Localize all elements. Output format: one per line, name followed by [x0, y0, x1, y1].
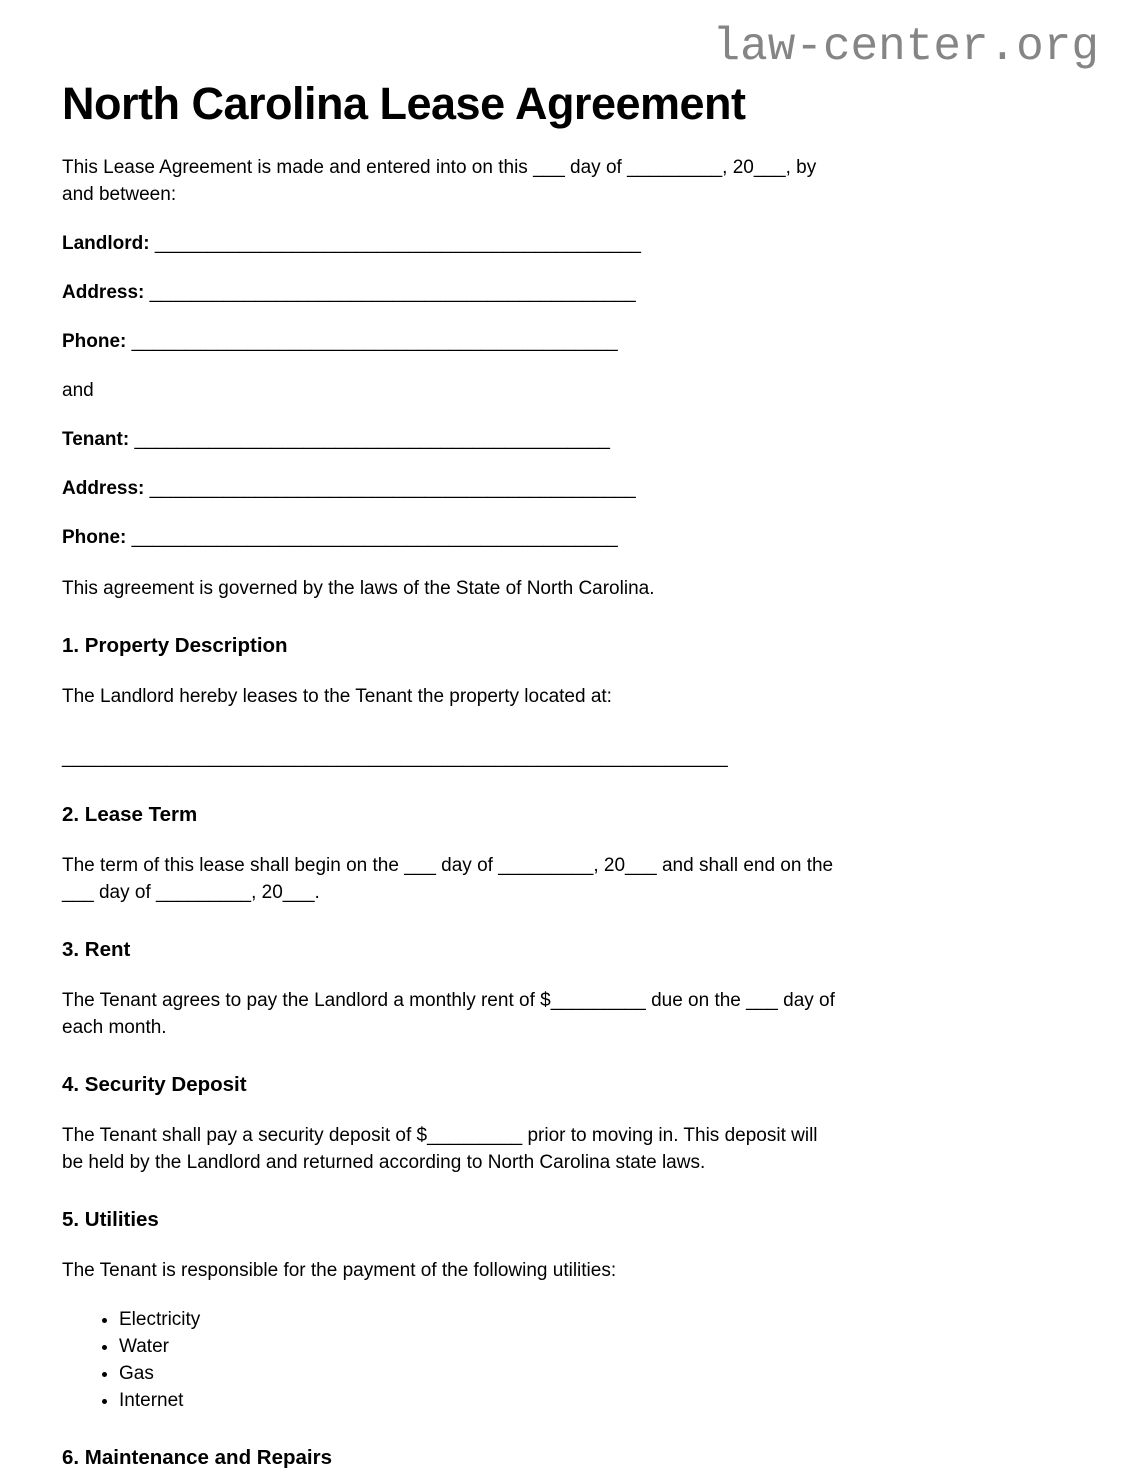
text-line: ___ day of _________, 20___. [62, 882, 320, 903]
tenant-name-label: Tenant: [62, 429, 130, 450]
text-line: This Lease Agreement is made and entered into on this ___ day of _________, 20___, by [62, 157, 817, 178]
text-line: and between: [62, 184, 177, 205]
security-deposit-paragraph [62, 1122, 1071, 1176]
text-line: The Tenant agrees to pay the Landlord a monthly rent of $_________ due on the ___ day of [62, 990, 835, 1011]
text-line: be held by the Landlord and returned according to North Carolina state laws. [62, 1152, 706, 1173]
tenant-phone-label: Phone: [62, 527, 127, 548]
rent-paragraph [62, 987, 1071, 1041]
landlord-phone-blank: ______________________________________________ [131, 331, 618, 352]
parties-connector-text: and [62, 380, 94, 401]
tenant-address-blank: ______________________________________________ [149, 478, 636, 499]
landlord-address-label: Address: [62, 282, 145, 303]
section-heading-lease-term: 2. Lease Term [62, 803, 198, 826]
property-address-blank: _______________________________________________________________ [62, 747, 728, 768]
lease-term-paragraph [62, 852, 1071, 906]
section-heading-maintenance-repairs: 6. Maintenance and Repairs [62, 1446, 333, 1469]
landlord-name-blank: ______________________________________________ [154, 233, 641, 254]
tenant-address-label: Address: [62, 478, 145, 499]
landlord-name-field [62, 230, 1071, 257]
text-line: The Landlord hereby leases to the Tenant the property located at: [62, 686, 612, 707]
utility-item-water: • Water [119, 1333, 1071, 1360]
text-line: The Tenant shall pay a security deposit of $_________ prior to moving in. This deposit will [62, 1125, 818, 1146]
landlord-phone-label: Phone: [62, 331, 127, 352]
governing-law-text: This agreement is governed by the laws of the State of North Carolina. [62, 578, 655, 599]
tenant-name-field [62, 426, 1071, 453]
section-heading-security-deposit: 4. Security Deposit [62, 1073, 247, 1096]
utilities-paragraph [62, 1257, 1071, 1284]
utility-item-internet: • Internet [119, 1387, 1071, 1414]
landlord-name-label: Landlord: [62, 233, 150, 254]
tenant-phone-blank: ______________________________________________ [131, 527, 618, 548]
utility-item-electricity: • Electricity [119, 1306, 1071, 1333]
tenant-phone-field [62, 524, 1071, 551]
property-description-paragraph [62, 683, 1071, 710]
utility-item-gas: • Gas [119, 1360, 1071, 1387]
landlord-address-field [62, 279, 1071, 306]
page-title: North Carolina Lease Agreement [62, 78, 746, 129]
tenant-name-blank: _____________________________________________ [134, 429, 610, 450]
section-heading-rent: 3. Rent [62, 938, 131, 961]
site-watermark: law-center.org [712, 21, 1099, 73]
text-line: The term of this lease shall begin on the ___ day of _________, 20___ and shall end on the [62, 855, 834, 876]
tenant-address-field [62, 475, 1071, 502]
landlord-phone-field [62, 328, 1071, 355]
text-line: each month. [62, 1017, 167, 1038]
text-line: The Tenant is responsible for the payment of the following utilities: [62, 1260, 617, 1281]
intro-paragraph [62, 154, 1071, 208]
utilities-list [62, 1306, 1071, 1414]
section-heading-property-description: 1. Property Description [62, 634, 288, 657]
landlord-address-blank: ______________________________________________ [149, 282, 636, 303]
section-heading-utilities: 5. Utilities [62, 1208, 159, 1231]
